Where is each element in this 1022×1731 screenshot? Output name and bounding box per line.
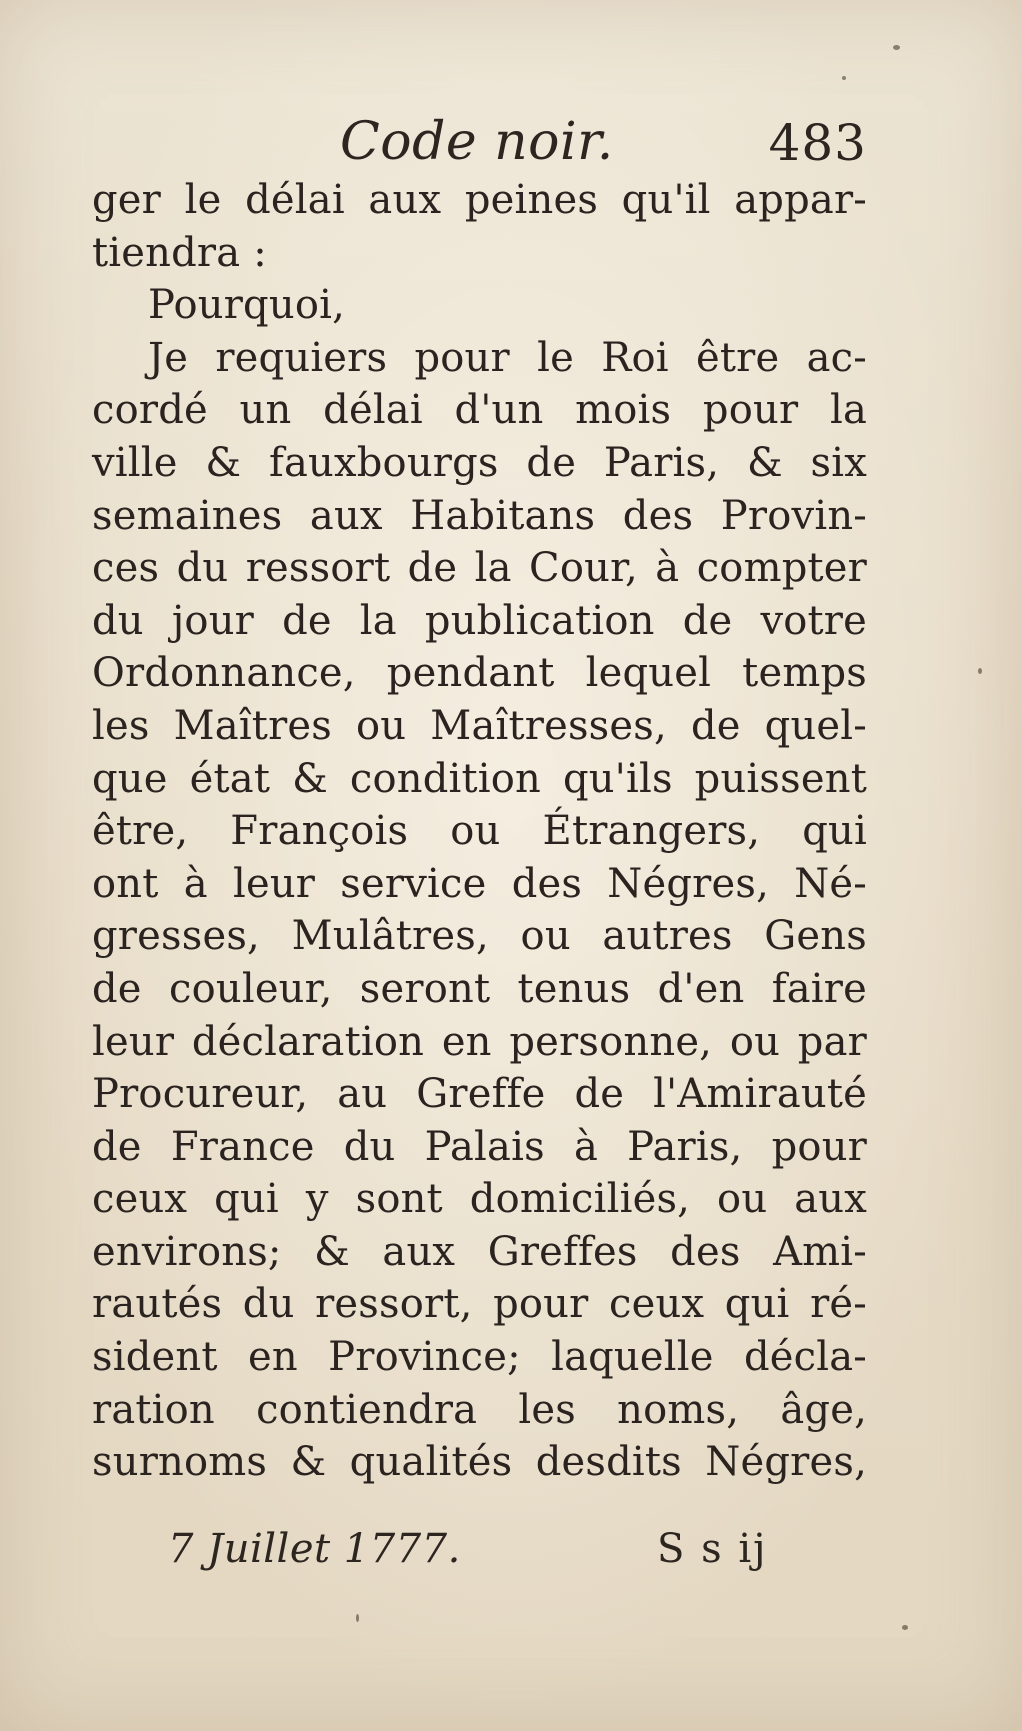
text-line: ration contiendra les noms, âge, bbox=[92, 1386, 867, 1433]
text-line: Procureur, au Greffe de l'Amirauté bbox=[92, 1071, 867, 1118]
text-line: rautés du ressort, pour ceux qui ré- bbox=[92, 1281, 867, 1328]
text-line: cordé un délai d'un mois pour la bbox=[92, 387, 867, 434]
footer-date: 7 Juillet 1777. bbox=[168, 1526, 461, 1572]
text-line: semaines aux Habitans des Provin- bbox=[92, 492, 867, 539]
paper-speck bbox=[893, 45, 900, 50]
text-line: Je requiers pour le Roi être ac- bbox=[148, 334, 867, 381]
signature-mark: S s ij bbox=[657, 1526, 768, 1572]
running-head bbox=[92, 108, 867, 178]
text-line: du jour de la publication de votre bbox=[92, 597, 867, 644]
text-line: ville & fauxbourgs de Paris, & six bbox=[92, 439, 867, 486]
text-line: ger le délai aux peines qu'il appar- bbox=[92, 177, 867, 223]
text-line: ces du ressort de la Cour, à compter bbox=[92, 545, 867, 592]
paper-speck bbox=[978, 668, 982, 674]
text-line: environs; & aux Greffes des Ami- bbox=[92, 1228, 867, 1275]
paper-speck bbox=[356, 1614, 359, 1622]
text-line: Pourquoi, bbox=[148, 282, 346, 329]
text-line: tiendra : bbox=[92, 229, 267, 276]
text-line: de France du Palais à Paris, pour bbox=[92, 1123, 867, 1170]
page-footer bbox=[92, 1526, 867, 1586]
text-line: ceux qui y sont domiciliés, ou aux bbox=[92, 1176, 867, 1223]
text-line: leur déclaration en personne, ou par bbox=[92, 1018, 867, 1065]
text-line: sident en Province; laquelle décla- bbox=[92, 1334, 867, 1381]
page-number: 483 bbox=[768, 114, 867, 172]
text-line: que état & condition qu'ils puissent bbox=[92, 755, 867, 802]
text-line: surnoms & qualités desdits Négres, bbox=[92, 1439, 867, 1486]
body-text bbox=[92, 174, 867, 1489]
text-line: Ordonnance, pendant lequel temps bbox=[92, 650, 867, 697]
text-line: de couleur, seront tenus d'en faire bbox=[92, 965, 867, 1012]
running-title: Code noir. bbox=[340, 112, 614, 172]
text-line: ont à leur service des Négres, Né- bbox=[92, 860, 867, 907]
paper-speck bbox=[902, 1625, 908, 1630]
text-line: gresses, Mulâtres, ou autres Gens bbox=[92, 913, 867, 960]
paper-speck bbox=[842, 76, 846, 80]
text-line: les Maîtres ou Maîtresses, de quel- bbox=[92, 702, 867, 749]
text-line: être, François ou Étrangers, qui bbox=[92, 808, 867, 855]
